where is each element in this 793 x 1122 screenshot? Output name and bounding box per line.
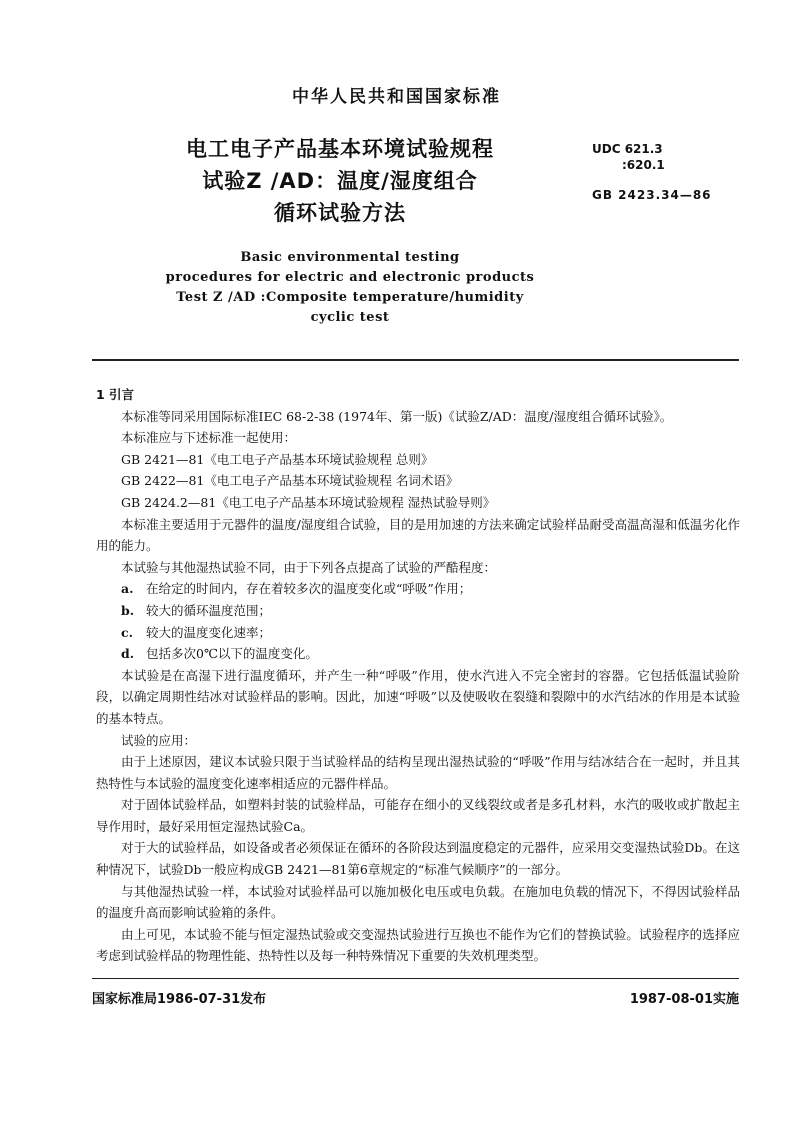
reference-item: GB 2422—81《电工电子产品基本环境试验规程 名词术语》 <box>121 473 459 489</box>
title-cn-line3: 循环试验方法 <box>274 201 406 225</box>
footer-divider <box>92 978 739 979</box>
list-text: 较大的循环温度范围； <box>146 602 272 618</box>
list-item <box>96 643 740 665</box>
reference-item: GB 2421—81《电工电子产品基本环境试验规程 总则》 <box>121 451 434 467</box>
list-text: 在给定的时间内，存在着较多次的温度变化或“呼吸”作用； <box>146 581 472 597</box>
list-marker: c. <box>121 624 133 640</box>
document-body <box>96 384 740 967</box>
title-en-line1: Basic environmental testing <box>240 250 460 265</box>
paragraph-application: 对于大的试验样品，如设备或者必须保证在循环的各阶段达到温度稳定的元器件，应采用交变湿热试验Db。在这种情况下，试验Db一般应构成GB 2421—81第6章规定的“标准气候顺序”的一部分。 <box>96 840 740 878</box>
list-marker: a. <box>121 581 134 597</box>
paragraph-application: 对于固体试验样品，如塑料封装的试验样品，可能存在细小的叉线裂纹或者是多孔材料，水汽的吸收或扩散起主导作用时，最好采用恒定湿热试验Ca。 <box>96 797 740 834</box>
paragraph-application: 由于上述原因，建议本试验只限于当试验样品的结构呈现出湿热试验的“呼吸”作用与结冰结合在一起时，并且其热特性与本试验的温度变化速率相适应的元器件样品。 <box>96 754 740 791</box>
paragraph-cycle: 本试验是在高湿下进行温度循环，并产生一种“呼吸”作用，使水汽进入不完全密封的容器。它包括低温试验阶段，以确定周期性结冰对试验样品的影响。因此，加速“呼吸”以及使吸收在裂缝和裂隙中的水汽结冰的作用是本试验的基本特点。 <box>96 667 740 726</box>
paragraph-use-with: 本标准应与下述标准一起使用： <box>121 430 297 446</box>
udc-code-sub: :620.1 <box>622 158 665 172</box>
section-heading: 1 引言 <box>96 387 135 402</box>
paragraph-differences: 本试验与其他湿热试验不同，由于下列各点提高了试验的严酷程度： <box>121 559 497 575</box>
paragraph-application: 与其他湿热试验一样，本试验对试验样品可以施加极化电压或电负载。在施加电负载的情况下，不得因试验样品的温度升高而影响试验箱的条件。 <box>96 883 740 921</box>
list-text: 包括多次0℃以下的温度变化。 <box>146 646 318 662</box>
list-item <box>96 578 740 600</box>
header-divider <box>92 359 739 361</box>
title-cn-line2: 试验Z /AD：温度/湿度组合 <box>202 169 478 193</box>
effective-date: 1987-08-01实施 <box>629 992 739 1007</box>
title-en-line2: procedures for electric and electronic products <box>165 270 535 285</box>
udc-code: UDC 621.3 <box>592 142 663 156</box>
title-en-line4: cyclic test <box>310 310 390 325</box>
paragraph-scope: 本标准主要适用于元器件的温度/湿度组合试验，目的是用加速的方法来确定试验样品耐受高温高湿和低温劣化作用的能力。 <box>96 516 740 554</box>
list-item <box>96 600 740 622</box>
paragraph-application-heading: 试验的应用： <box>121 732 197 748</box>
reference-item: GB 2424.2—81《电工电子产品基本环境试验规程 湿热试验导则》 <box>121 494 496 510</box>
issue-date: 国家标准局1986-07-31发布 <box>92 992 267 1007</box>
list-text: 较大的温度变化速率； <box>146 624 272 640</box>
title-en-line3: Test Z /AD :Composite temperature/humidity <box>176 290 524 305</box>
standard-type-heading: 中华人民共和国国家标准 <box>292 87 501 107</box>
paragraph-adoption: 本标准等同采用国际标准IEC 68-2-38 (1974年、第一版)《试验Z/AD：温度/湿度组合循环试验》。 <box>121 408 673 424</box>
list-marker: b. <box>121 602 135 618</box>
paragraph-application: 由上可见，本试验不能与恒定湿热试验或交变湿热试验进行互换也不能作为它们的替换试验。试验程序的选择应考虑到试验样品的物理性能、热特性以及每一种特殊情况下重要的失效机理类型。 <box>96 926 740 964</box>
title-cn-line1: 电工电子产品基本环境试验规程 <box>186 137 494 161</box>
gb-number: GB 2423.34—86 <box>592 188 712 202</box>
list-marker: d. <box>121 646 135 662</box>
list-item <box>96 622 740 644</box>
